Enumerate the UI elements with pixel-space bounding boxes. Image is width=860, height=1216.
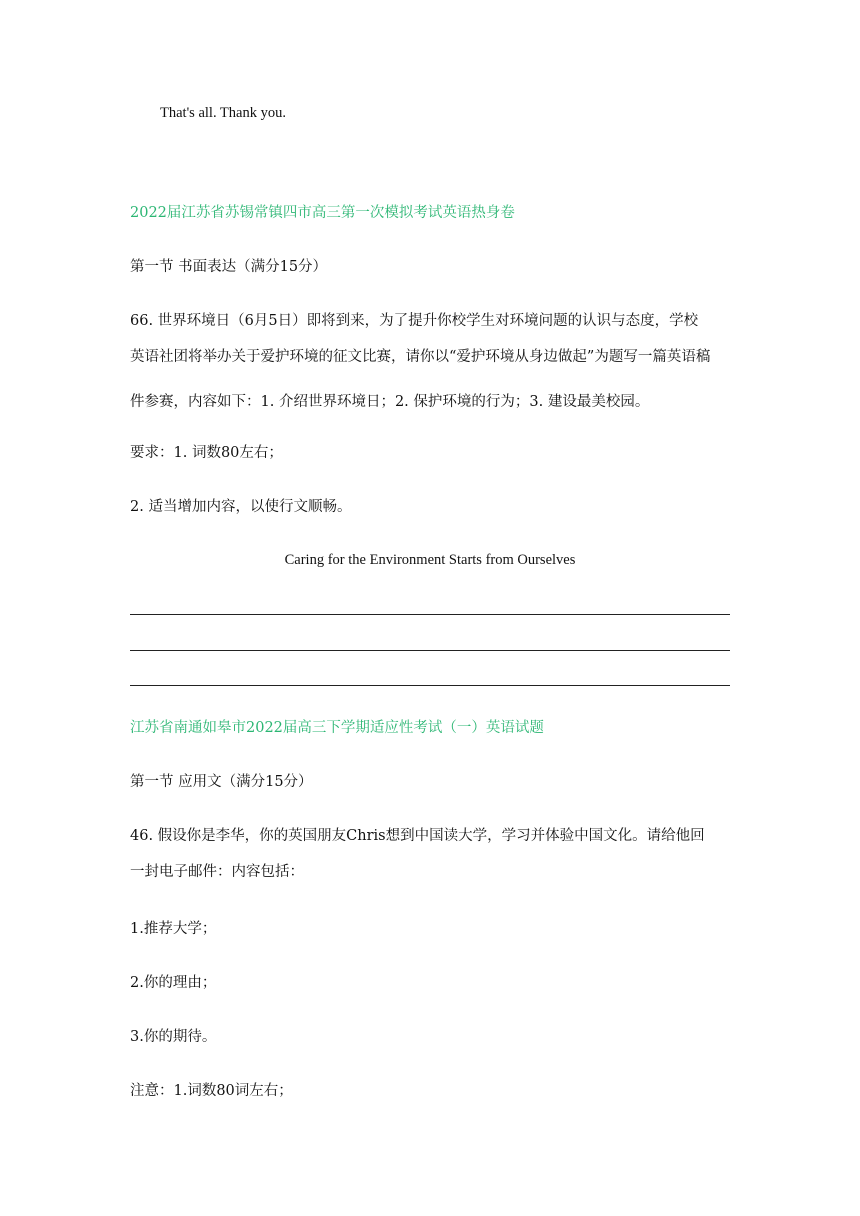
source-title-1: 2022届江苏省苏锡常镇四市高三第一次模拟考试英语热身卷 (130, 205, 515, 221)
requirement-2: 2. 适当增加内容，以使行文顺畅。 (130, 499, 352, 515)
answer-line (130, 614, 730, 615)
question-46-line-2: 一封电子邮件：内容包括： (130, 864, 304, 880)
question-66-line-1: 66. 世界环境日（6月5日）即将到来，为了提升你校学生对环境问题的认识与态度，学校 (130, 313, 699, 329)
requirement-1: 要求：1. 词数80左右； (130, 445, 283, 461)
question-66-line-2: 英语社团将举办关于爱护环境的征文比赛，请你以“爱护环境从身边做起”为题写一篇英语稿 (130, 349, 711, 365)
list-item: 1.推荐大学； (130, 921, 217, 937)
section-heading-1: 第一节 书面表达（满分15分） (130, 259, 328, 275)
question-46-line-1: 46. 假设你是李华，你的英国朋友Chris想到中国读大学，学习并体验中国文化。请给他回 (130, 828, 705, 844)
answer-line (130, 685, 730, 686)
list-item: 2.你的理由； (130, 975, 217, 991)
section-heading-2: 第一节 应用文（满分15分） (130, 774, 313, 790)
answer-line (130, 650, 730, 651)
essay-title: Caring for the Environment Starts from Ourselves (284, 552, 576, 568)
question-66-line-3: 件参赛，内容如下：1. 介绍世界环境日；2. 保护环境的行为；3. 建设最美校园。 (130, 394, 650, 410)
note-line: 注意：1.词数80词左右； (130, 1083, 293, 1099)
source-title-2: 江苏省南通如皋市2022届高三下学期适应性考试（一）英语试题 (130, 720, 544, 736)
list-item: 3.你的期待。 (130, 1029, 217, 1045)
closing-line: That's all. Thank you. (160, 105, 286, 121)
